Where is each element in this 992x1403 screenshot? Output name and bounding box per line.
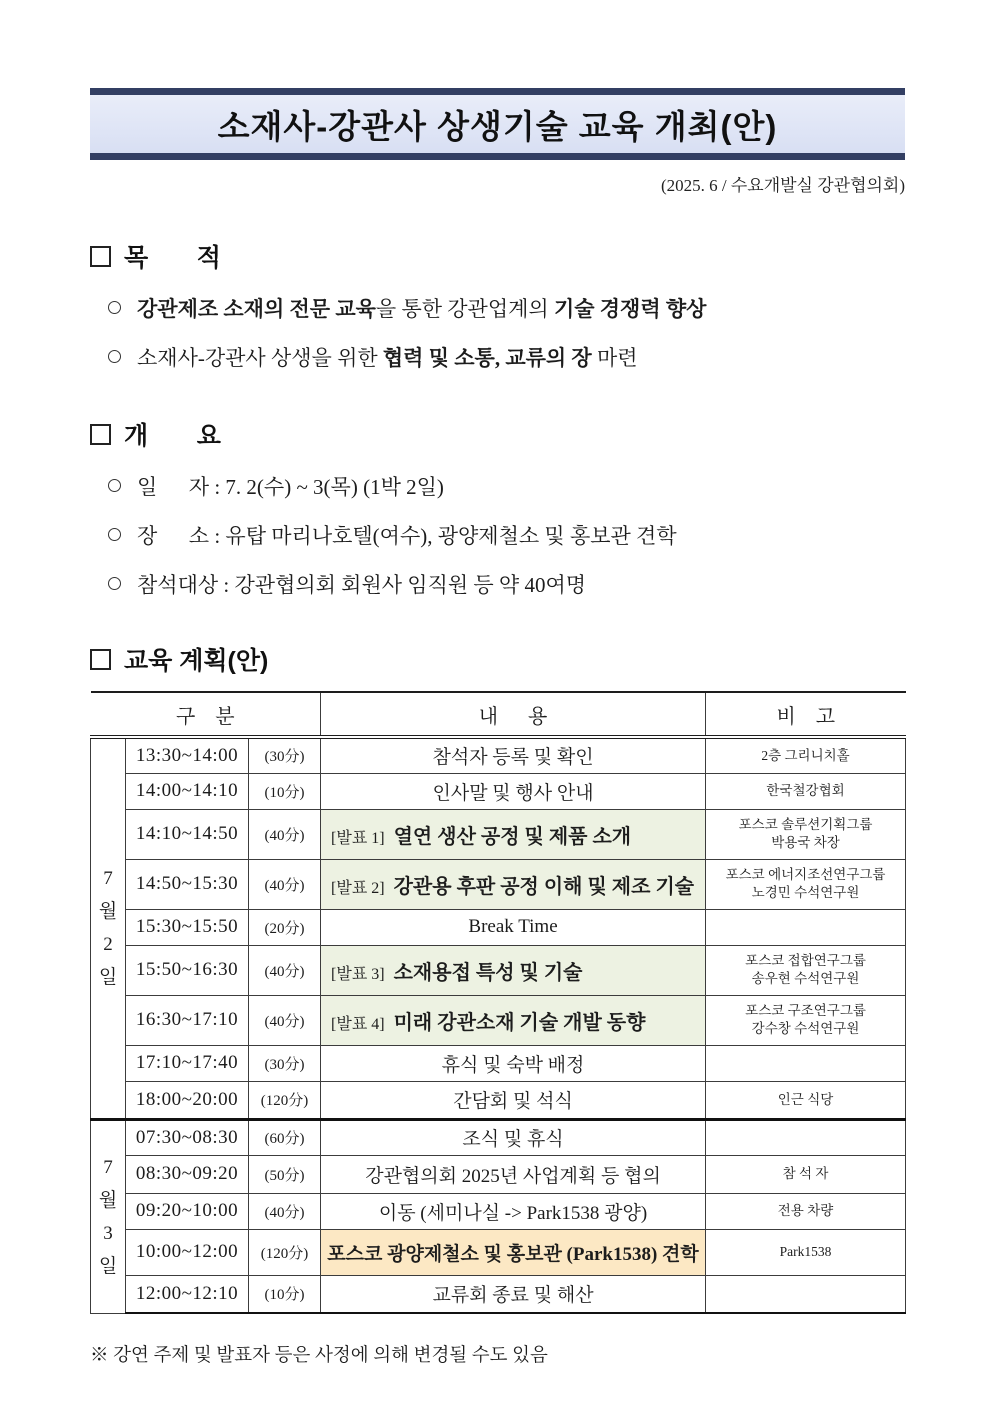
purpose-segment: 마련 (591, 346, 638, 370)
note-line: 송우현 수석연구원 (751, 971, 860, 986)
square-bullet-icon (90, 424, 111, 445)
section-purpose (90, 238, 905, 372)
day-cell (91, 737, 126, 1119)
plan-heading: 교육 계획(안) (124, 647, 269, 675)
note-line: 2층 그리니치홀 (761, 747, 850, 763)
content-cell (321, 809, 706, 859)
table-row (91, 1193, 906, 1229)
overview-item-place (108, 520, 905, 550)
note-line: 포스코 접합연구그룹 (745, 953, 866, 969)
duration-cell: (30分) (249, 737, 321, 773)
content-cell (321, 1155, 706, 1193)
purpose-heading-row (90, 238, 905, 274)
time-cell: 18:00~20:00 (126, 1081, 249, 1119)
note-line: 참 석 자 (782, 1166, 829, 1182)
time-cell: 07:30~08:30 (126, 1119, 249, 1155)
note-line: 포스코 구조연구그룹 (745, 1003, 866, 1019)
purpose-heading: 목 적 (124, 244, 221, 272)
note-cell (706, 737, 906, 773)
table-row (91, 909, 906, 945)
table-row-presentation (91, 809, 906, 859)
circle-bullet-icon (108, 577, 121, 590)
overview-label: 참석대상 (137, 573, 219, 597)
time-cell: 14:00~14:10 (126, 773, 249, 809)
table-row (91, 773, 906, 809)
content-cell (321, 1045, 706, 1081)
content-cell (321, 945, 706, 995)
time-cell: 16:30~17:10 (126, 995, 249, 1045)
time-cell: 08:30~09:20 (126, 1155, 249, 1193)
purpose-item (108, 342, 905, 372)
content-text: 강관협의회 2025년 사업계획 등 협의 (365, 1165, 661, 1187)
time-cell: 12:00~12:10 (126, 1275, 249, 1313)
overview-value: 강관협의회 회원사 임직원 등 약 40여명 (234, 573, 587, 597)
duration-cell: (120分) (249, 1081, 321, 1119)
header-group: 구 분 (91, 692, 321, 737)
overview-value: 유탑 마리나호텔(여수), 광양제철소 및 홍보관 견학 (225, 524, 677, 548)
overview-heading-row (90, 416, 905, 452)
content-text: 휴식 및 숙박 배정 (441, 1054, 585, 1076)
table-header (91, 692, 906, 737)
note-line: 한국철강협회 (766, 783, 845, 799)
note-cell (706, 995, 906, 1045)
content-cell (321, 1119, 706, 1155)
table-row (91, 1155, 906, 1193)
day-cell (91, 1119, 126, 1313)
duration-cell: (120分) (249, 1229, 321, 1275)
note-cell (706, 809, 906, 859)
purpose-segment: 기술 경쟁력 향상 (553, 297, 707, 321)
content-cell (321, 1081, 706, 1119)
document-subtitle: (2025. 6 / 수요개발실 강관협의회) (660, 176, 905, 195)
content-text: 이동 (세미나실 -> Park1538 광양) (378, 1202, 648, 1224)
note-line: 노경민 수석연구원 (751, 885, 860, 900)
day-char: 3 (103, 1222, 113, 1244)
time-cell: 13:30~14:00 (126, 737, 249, 773)
content-text: 강관용 후판 공정 이해 및 제조 기술 (393, 875, 695, 898)
table-row-presentation (91, 859, 906, 909)
duration-cell: (40分) (249, 945, 321, 995)
section-overview (90, 416, 905, 599)
page-title: 소재사-강관사 상생기술 교육 개최(안) (217, 107, 778, 145)
note-line: 포스코 솔루션기획그룹 (738, 817, 873, 833)
note-cell (706, 773, 906, 809)
overview-label: 일 자 (137, 475, 210, 499)
duration-cell: (40分) (249, 1193, 321, 1229)
note-line: 강수창 수석연구원 (751, 1021, 860, 1036)
note-line: Park1538 (779, 1244, 832, 1260)
table-row (91, 1275, 906, 1313)
time-cell: 17:10~17:40 (126, 1045, 249, 1081)
header-content: 내 용 (321, 692, 706, 737)
note-cell (706, 1081, 906, 1119)
circle-bullet-icon (108, 301, 121, 314)
circle-bullet-icon (108, 528, 121, 541)
content-text: 소재용접 특성 및 기술 (393, 961, 583, 984)
content-cell (321, 737, 706, 773)
content-text: 조식 및 휴식 (462, 1129, 564, 1150)
day-char: 7 (103, 868, 113, 890)
square-bullet-icon (90, 649, 111, 670)
overview-item-attendees (108, 569, 905, 599)
day-char: 2 (103, 934, 113, 956)
duration-cell: (40分) (249, 809, 321, 859)
header-note: 비 고 (706, 692, 906, 737)
square-bullet-icon (90, 246, 111, 267)
overview-item-text (137, 471, 444, 501)
time-cell: 15:30~15:50 (126, 909, 249, 945)
note-cell (706, 859, 906, 909)
overview-heading: 개 요 (124, 422, 221, 450)
duration-cell: (50分) (249, 1155, 321, 1193)
purpose-segment: 을 통한 강관업계의 (375, 297, 554, 321)
day-char: 7 (103, 1156, 113, 1178)
time-cell: 14:10~14:50 (126, 809, 249, 859)
duration-cell: (10分) (249, 1275, 321, 1313)
purpose-segment: 소재사-강관사 상생을 위한 (137, 346, 383, 370)
table-row (91, 737, 906, 773)
time-cell: 10:00~12:00 (126, 1229, 249, 1275)
purpose-item (108, 293, 905, 323)
note-line: 전용 차량 (777, 1203, 834, 1219)
duration-cell: (30分) (249, 1045, 321, 1081)
plan-heading-row (90, 641, 905, 677)
note-cell (706, 1045, 906, 1081)
duration-cell: (10分) (249, 773, 321, 809)
overview-item-text (137, 569, 586, 599)
content-text: 미래 강관소재 기술 개발 동향 (393, 1011, 646, 1034)
content-text: 포스코 광양제철소 및 홍보관 (Park1538) 견학 (327, 1243, 699, 1265)
day1-group (91, 737, 906, 1119)
content-cell (321, 1275, 706, 1313)
presentation-tag: [발표 4] (331, 1015, 385, 1033)
note-cell (706, 1193, 906, 1229)
purpose-segment: 강관제조 소재의 전문 교육 (137, 297, 376, 321)
overview-value: 7. 2(수) ~ 3(목) (1박 2일) (225, 475, 444, 499)
time-cell: 14:50~15:30 (126, 859, 249, 909)
overview-item-text (137, 520, 677, 550)
note-cell (706, 945, 906, 995)
purpose-item-text (137, 293, 706, 323)
note-line: 박용국 차장 (771, 835, 840, 850)
content-text: 간담회 및 석식 (453, 1091, 573, 1112)
overview-separator: : (209, 475, 226, 499)
table-row (91, 1081, 906, 1119)
content-text: 교류회 종료 및 해산 (432, 1285, 594, 1307)
content-text: 참석자 등록 및 확인 (432, 747, 594, 769)
note-line: 인근 식당 (777, 1091, 834, 1107)
table-row-visit (91, 1229, 906, 1275)
note-cell (706, 1155, 906, 1193)
table-row-presentation (91, 945, 906, 995)
day-char: 일 (98, 967, 118, 989)
day-char: 월 (98, 901, 118, 923)
overview-label: 장 소 (137, 524, 210, 548)
note-cell (706, 1229, 906, 1275)
duration-cell: (40分) (249, 995, 321, 1045)
content-text: Break Time (468, 916, 558, 937)
presentation-tag: [발표 3] (331, 965, 385, 983)
content-cell (321, 773, 706, 809)
note-line: 포스코 에너지조선연구그룹 (725, 867, 886, 883)
table-header-row (91, 692, 906, 737)
content-cell (321, 1193, 706, 1229)
duration-cell: (40分) (249, 859, 321, 909)
content-cell (321, 859, 706, 909)
circle-bullet-icon (108, 479, 121, 492)
content-cell (321, 1229, 706, 1275)
title-banner (90, 88, 905, 160)
content-cell (321, 995, 706, 1045)
change-notice: ※ 강연 주제 및 발표자 등은 사정에 의해 변경될 수도 있음 (90, 1346, 548, 1366)
table-row (91, 1045, 906, 1081)
section-plan (90, 641, 905, 1314)
note-cell (706, 1119, 906, 1155)
day-char: 일 (98, 1255, 118, 1277)
overview-separator: : (209, 524, 226, 548)
circle-bullet-icon (108, 350, 121, 363)
presentation-tag: [발표 1] (331, 829, 385, 847)
overview-separator: : (218, 573, 235, 597)
overview-item-date (108, 471, 905, 501)
day-char: 월 (98, 1189, 118, 1211)
time-cell: 15:50~16:30 (126, 945, 249, 995)
duration-cell: (20分) (249, 909, 321, 945)
purpose-item-text (137, 342, 638, 372)
duration-cell: (60分) (249, 1119, 321, 1155)
day2-group (91, 1119, 906, 1313)
content-text: 열연 생산 공정 및 제품 소개 (393, 825, 632, 848)
content-cell (321, 909, 706, 945)
note-cell (706, 1275, 906, 1313)
time-cell: 09:20~10:00 (126, 1193, 249, 1229)
presentation-tag: [발표 2] (331, 879, 385, 897)
table-row-presentation (91, 995, 906, 1045)
content-text: 인사말 및 행사 안내 (432, 782, 594, 804)
schedule-table (90, 691, 906, 1314)
table-row (91, 1119, 906, 1155)
purpose-segment: 협력 및 소통, 교류의 장 (382, 346, 592, 370)
note-cell (706, 909, 906, 945)
